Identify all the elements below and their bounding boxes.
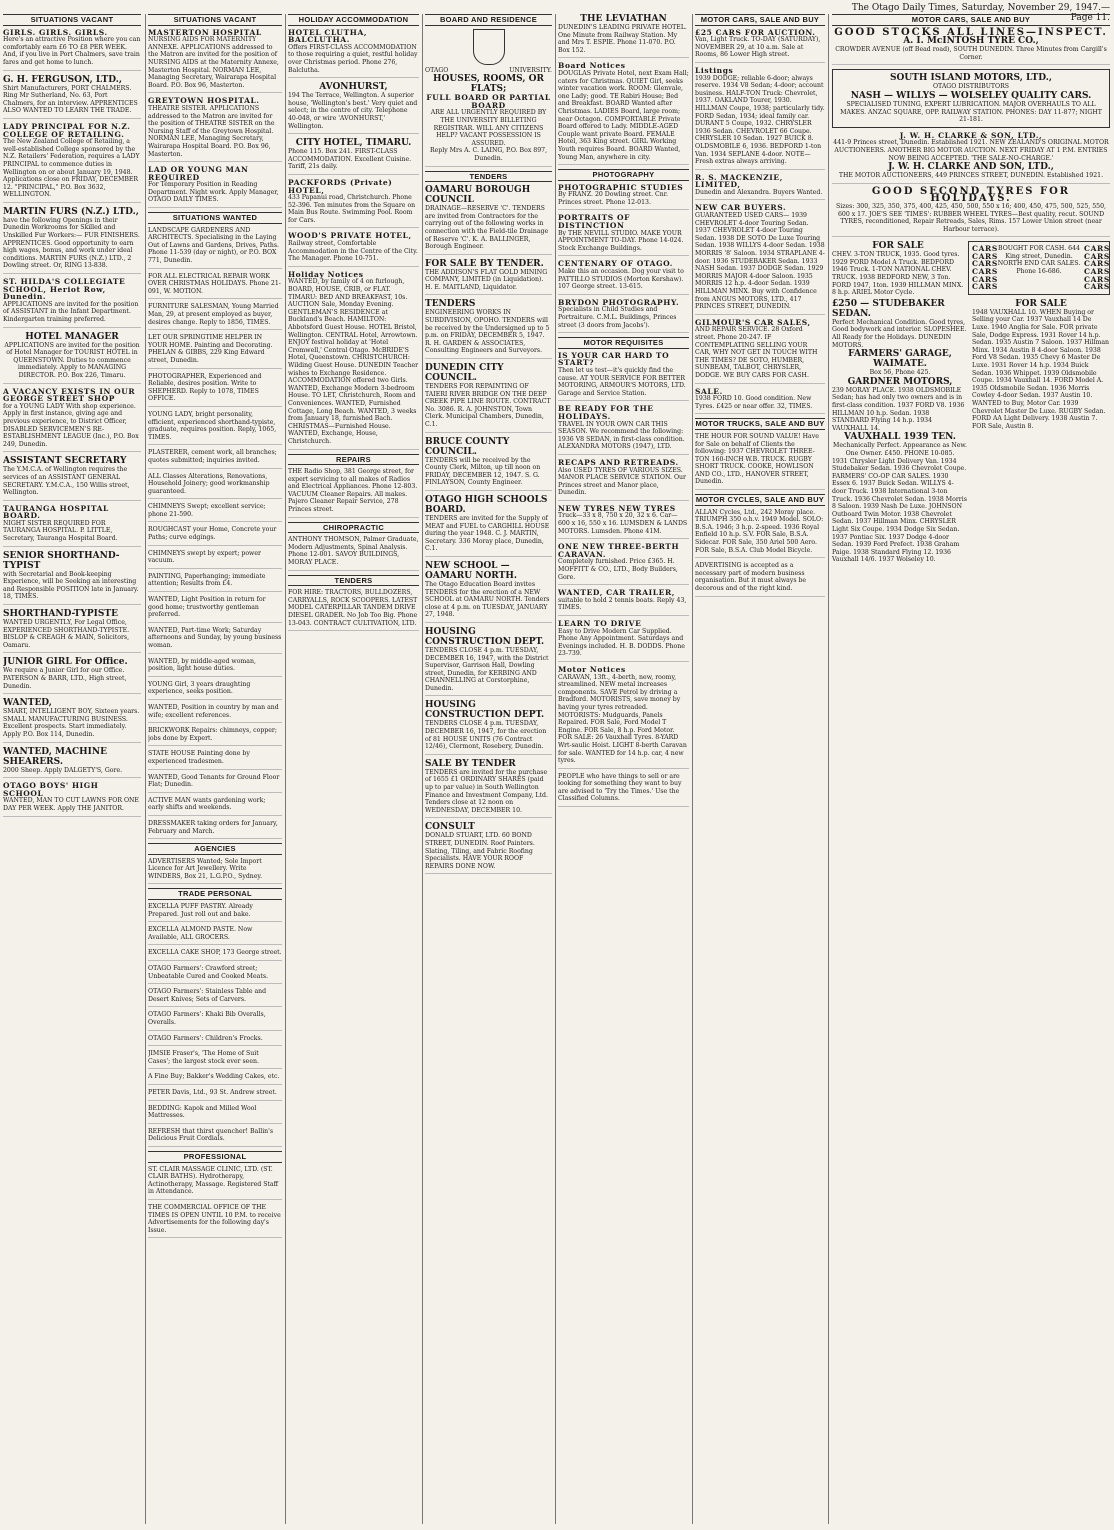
ad-title: FOR SALE BY TENDER.: [425, 258, 544, 269]
advertisement: OTAGO BOYS' HIGH SCHOOL WANTED, MAN TO CUT LAWNS FOR ONE DAY PER WEEK. Apply THE JANITOR.: [3, 782, 141, 816]
ad-title: OAMARU BOROUGH COUNCIL: [425, 185, 531, 206]
section-header: SITUATIONS WANTED: [148, 212, 282, 224]
advertisement: WANTED, by middle-aged woman, position, light house duties.: [148, 658, 282, 677]
ad-title: RECAPS AND RETREADS.: [558, 457, 679, 467]
advertisement: G. H. FERGUSON, LTD., Shirt Manufacturers, PORT CHALMERS. Ring Mr Sutherland, No. 63, Port Chalmers, for an interview. APPRENTICES ALSO WANTED TO LEARN THE TRADE.: [3, 75, 141, 119]
advertisement: THE COMMERCIAL OFFICE OF THE TIMES IS OPEN UNTIL 10 P.M. to receive Advertisements for the following day's Issue.: [148, 1204, 282, 1238]
advertisement: [425, 822, 552, 874]
advertisement: [425, 561, 552, 623]
advertisement: MARTIN FURS (N.Z.) LTD., have the following Openings in their Dunedin Workrooms for Skilled and Unskilled Fur Workers:— FUR FINISHERS. APPRENTICES. Good opportunity to earn high wages, bonus, and work under ideal conditions. MARTIN FURS (N.Z.) LTD., 2 Dowling street. Or, RING 13-838.: [3, 207, 141, 274]
ad-title: NEW SCHOOL — OAMARU NORTH.: [425, 560, 517, 581]
ad-title: BRYDON PHOTOGRAPHY.: [558, 297, 680, 307]
tender-list: [425, 185, 552, 874]
advertisement: GIRLS. GIRLS. GIRLS. Here's an attractive Position where you can comfortably earn £6 TO £8 PER WEEK. And, if you live in Port Chalmers, save train fares and get home to lunch.: [3, 29, 141, 71]
advertisement: FOR SALE CHEV. 3-TON TRUCK, 1935. Good tyres. 1929 FORD Model A Truck. BEDFORD 1946 Truck. 1-TON NATIONAL CHEV. TRUCK. 1938 BEDFORD NEW, 3 Ton. FORD 1947, 1ton. 1939 HILLMAN MINX. 8 h.p. ARIEL Motor Cycle.: [832, 241, 964, 297]
advertisement: WANTED, SMART, INTELLIGENT BOY, Sixteen years. SMALL MANUFACTURING BUSINESS. Excellent prospects. Start immediately. Apply P.O. Box 114, Dunedin.: [3, 698, 141, 742]
ad-body: Completely furnished. Price £365. H. MOFFITT & CO., LTD., Body Builders, Gore.: [558, 558, 678, 581]
advertisement: BRICKWORK Repairs: chimneys, copper; jobs done by Expert.: [148, 727, 282, 746]
advertisement: [558, 214, 689, 256]
section-header: PROFESSIONAL: [148, 1151, 282, 1163]
advertisement: OTAGO Farmers': Children's Frocks.: [148, 1035, 282, 1047]
advertisement: YOUNG LADY, bright personality, efficient, experienced shorthand-typiste, graduate, requires position. Reply, 1065, TIMES.: [148, 411, 282, 445]
advertisement: FOR ALL ELECTRICAL REPAIR WORK OVER CHRISTMAS HOLIDAYS. Phone 21-091, W. MOTION.: [148, 273, 282, 300]
advertisement: WANTED, Part-time Work; Saturday afternoons and Sunday, by young business woman.: [148, 627, 282, 654]
advertisement: FOR HIRE: TRACTORS, BULLDOZERS, CARRYALLS, ROCK SCOOPERS. LATEST MODEL CATERPILLAR TANDEM DRIVE DIESEL GRADER. No Job Too Big. Phone 13-043. CONTRACT CULTIVATION, LTD.: [288, 589, 419, 631]
university-advertisement: OTAGO UNIVERSITY. HOUSES, ROOMS, OR FLATS; FULL BOARD OR PARTIAL BOARD ARE ALL URGENTLY REQUIRED BY THE UNIVERSITY BILLETING REGISTRAR. WILL ANY CITIZENS HELP? VACANT POSSESSION IS ASSURED. Reply Mrs A. C. LAING, P.O. Box 897, Dunedin.: [425, 29, 552, 167]
advertisement: TAURANGA HOSPITAL BOARD. NIGHT SISTER REQUIRED FOR TAURANGA HOSPITAL. P. LITTLE, Secretary, Tauranga Hospital Board.: [3, 505, 141, 547]
advertisement: PAINTING, Paperhanging; immediate attention; Results from £4.: [148, 573, 282, 592]
ad-title: ONE NEW THREE-BERTH CARAVAN.: [558, 542, 680, 559]
advertisement: ST. CLAIR MASSAGE CLINIC, LTD. (ST. CLAIR BATHS). Hydrotherapy, Actinotherapy, Massage. Registered Staff in Attendance.: [148, 1166, 282, 1200]
section-header: AGENCIES: [148, 843, 282, 855]
advertisement: EXCELLA CAKE SHOP, 173 George street.: [148, 949, 282, 961]
section-header: HOLIDAY ACCOMMODATION: [288, 14, 419, 26]
advertisement: SOUTH ISLAND MOTORS, LTD., OTAGO DISTRIBUTORS NASH — WILLYS — WOLSELEY QUALITY CARS. SPECIALISED TUNING, EXPERT LUBRICATION. MAJOR OVERHAULS TO ALL MAKES. ANZAC SQUARE, OPP. RAILWAY STATION. PHONES: DAY 11-877; NIGHT 21-181.: [832, 69, 1110, 127]
advertisement: [558, 505, 689, 539]
advertisement: WOOD'S PRIVATE HOTEL, Railway street, Comfortable Accommodation in the Centre of the City. The Manager. Phone 10-751.: [288, 232, 419, 266]
section-header: MOTOR CARS, SALE AND BUY: [695, 14, 825, 26]
ad-body: TENDERS FOR REPAINTING OF TAIERI RIVER BRIDGE ON THE DEEP CREEK PIPE LINE ROUTE. CONTRACT No. 3086. R. A. JOHNSTON, Town Clerk. Municipal Chambers, Dunedin, C.1.: [425, 383, 551, 428]
university-crest-icon: [473, 29, 505, 65]
ad-title: SALE BY TENDER: [425, 758, 516, 769]
ad-title: HOUSING CONSTRUCTION DEPT.: [425, 700, 545, 721]
advertisement-row: [832, 299, 1110, 564]
advertisement: BEDDING: Kapok and Milled Wool Mattresses.: [148, 1105, 282, 1124]
advertisement: ST. HILDA'S COLLEGIATE SCHOOL, Heriot Row, Dunedin. APPLICATIONS are invited for the position of ASSISTANT in the Infant Department. Kindergarten training preferred.: [3, 278, 141, 328]
advertisement: ANTHONY THOMSON, Palmer Graduate, Modern Adjustments, Spinal Analysis. Phone 12-001. SAVOY BUILDINGS, MORAY PLACE.: [288, 536, 419, 570]
advertisement: YOUNG Girl, 3 years draughting experience, seeks position.: [148, 681, 282, 700]
advertisement: PLASTERER, cement work, all branches; quotes submitted; inquiries invited.: [148, 449, 282, 468]
section-header: REPAIRS: [288, 454, 419, 466]
column-board-and-residence: [425, 14, 552, 1524]
column-rule: [828, 14, 829, 1524]
column-situations-vacant-1: [3, 14, 141, 1524]
advertisement: THE Radio Shop, 381 George street, for expert servicing to all makes of Radios and Electrical Appliances. Phone 12-803. VACUUM Cleaner Repairs. All makes. Pajero Cleaner Repair Service, 278 Princes street.: [288, 468, 419, 518]
ad-body: DRAINAGE—RESERVE 'C'. TENDERS are invited from Contractors for the carrying out of the following works in connection with the Field-tile Drainage of Reserve 'C'. K. A. BALLINGER, Borough Engineer.: [425, 205, 549, 251]
advertisement: CHIMNEYS Swept; excellent service; phone 21-590.: [148, 503, 282, 522]
advertisement: [695, 204, 825, 314]
ad-title: OTAGO HIGH SCHOOLS BOARD.: [425, 494, 548, 515]
advertisement: [558, 459, 689, 501]
advertisement: SHORTHAND-TYPISTE WANTED URGENTLY, For Legal Office, EXPERIENCED SHORTHAND-TYPISTE. BISLOP & CREAGH & MAIN, Solicitors, Oamaru.: [3, 609, 141, 653]
ad-body: DONALD STUART, LTD. 60 BOND STREET, DUNEDIN. Roof Painters. Slating, Tiling, and Fabric Roofing Specialists. HAVE YOUR ROOF REPAIRS DONE NOW.: [425, 832, 535, 870]
ad-title: NEW CAR BUYERS.: [695, 203, 787, 213]
advertisement: STATE HOUSE Painting done by experienced tradesmen.: [148, 750, 282, 769]
section-header: CHIROPRACTIC: [288, 522, 419, 534]
advertisement: ALLAN Cycles, Ltd., 242 Moray place. TRIUMPH 350 o.h.v. 1949 Model. SOLO: B.S.A. 1946; 3 h.p. 2-speed. 1936 Royal Enfield 10 h.p. S.V. FOR Sale, B.S.A. Sidecar. FOR Sale, 350 Ariel 500 Aero. FOR Sale, B.S.A. Club Model Bicycle.: [695, 509, 825, 559]
motor-list: [558, 352, 689, 769]
advertisement: DRESSMAKER taking orders for January, February and March.: [148, 820, 282, 839]
advertisement: THE LEVIATHAN DUNEDIN'S LEADING PRIVATE HOTEL. One Minute from Railway Station. My and Mrs T. ESPIE. Phone 11-070. P.O. Box 152.: [558, 14, 689, 58]
section-header: BOARD AND RESIDENCE: [425, 14, 552, 26]
advertisement: ADVERTISERS Wanted; Sole Import Licence for Art Jewellery. Write WINDERS, Box 21, L.G.P.O., Sydney.: [148, 858, 282, 885]
ad-body: Also USED TYRES OF VARIOUS SIZES. MANOR PLACE SERVICE STATION. Our Princes street and Manor place, Dunedin.: [558, 466, 686, 497]
advertisement: A VACANCY EXISTS IN OUR GEORGE STREET SHOP for a YOUNG LADY With shop experience. Apply in first instance, giving age and previous experience, to District Officer, DISABLED SERVICEMEN'S RE-ESTABLISHMENT LEAGUE (Inc.), P.O. Box 249, Dunedin.: [3, 388, 141, 453]
advertisement: [695, 174, 825, 201]
advertisement: HOTEL CLUTHA, BALCLUTHA. Offers FIRST-CLASS ACCOMMODATION to those requiring a quiet, restful holiday over Christmas period. Phone 276, Balclutha.: [288, 29, 419, 79]
photography-list: [558, 184, 689, 334]
advertisement: PACKFORDS (Private) HOTEL, 433 Papanui road, Christchurch. Phone 52-396. Ten minutes from the Square on Main Bus Route. Swimming Pool. Room for Cars.: [288, 179, 419, 229]
advertisement: Board Notices DOUGLAS Private Hotel, next Exam Hall; caters for Christmas. QUIET Girl, seeks winter vacation work. ROOM: Glenvale, one Lady; good. TE Rabiri House; Bed and Breakfast. BOARD Wanted after Christmas. LADIES Board, large room; near Octagon. COMFORTABLE Private Board offered to Lady. MIDDLE-AGED Couple want private Board. FEMALE Hotel, 363 King street. GIRL Working Youth requires Board. BOARD Wanted, Young Man, anywhere in city.: [558, 62, 689, 165]
section-header: MOTOR CARS, SALE AND BUY: [832, 14, 1110, 26]
ad-body: TRAVEL IN YOUR OWN CAR THIS SEASON. We recommend the following: 1936 V8 SEDAN, in first-class condition. ALEXANDRA MOTORS (1947), LTD.: [558, 420, 685, 451]
motor-car-list: [695, 29, 825, 415]
advertisement: GREYTOWN HOSPITAL. THEATRE SISTER. APPLICATIONS addressed to the Matron are invited for the position of THEATRE SISTER on the Nursing Staff of the Greytown Hospital. NORMAN LEE, Managing Secretary, Wairarapa Hospital Board. P.O. Box 96, Masterton.: [148, 97, 282, 162]
ad-body: Specialists in Child Studies and Portraiture. C.M.L. Buildings, Princes street (3 doors from Jacobs').: [558, 306, 677, 329]
advertisement: [558, 299, 689, 333]
advertisement: REFRESH that thirst quencher! Ballin's Delicious Fruit Cordials.: [148, 1128, 282, 1147]
advertisement: GOOD STOCKS ALL LINES—INSPECT. A. I. McINTOSH TYRE CO., CROWDER AVENUE (off Bead road), SOUTH DUNEDIN. Three Minutes from Cargill's Corner.: [832, 29, 1110, 66]
section-header: TRADE PERSONAL: [148, 888, 282, 900]
column-motor-cars: [695, 14, 825, 1524]
ad-title: HOUSING CONSTRUCTION DEPT.: [425, 626, 545, 647]
advertisement: LAD OR YOUNG MAN REQUIRED For Temporary Position in Reading Department. Night work. Apply Manager, OTAGO DAILY TIMES.: [148, 166, 282, 208]
advertisement: [425, 495, 552, 557]
section-header: TENDERS: [288, 575, 419, 587]
ad-body: 1939 DODGE; reliable 6-door; always reserve. 1934 V8 Sedan; 4-door; account business. HALF-TON Truck: Chevrolet, 1937. OAKLAND Tourer, 1930. HILLMAN Coupe, 1938; particularly tidy. FORD Sedan, 1934; ideal family car. DURANT 5 Coupe, 1932. CHRYSLER 1936 Sedan. CHEVROLET 66 Coupe. CHRYSLER 10 Sedan. 1927 BUICK 8. OLDSMOBILE 6, 1936. BEDFORD 1-ton Van. 1934 SEPLANE 4-door. NOTE—Fresh extras always arriving.: [695, 74, 825, 166]
column-holiday-accommodation: [288, 14, 419, 1524]
ad-body: THE ADDISON'S FLAT GOLD MINING COMPANY, LIMITED (in Liquidation). H. E. MAITLAND, Liquidator.: [425, 268, 548, 291]
ad-body: The Otago Education Board invites TENDERS for the erection of a NEW SCHOOL at OAMARU NORTH. Tenders close at 4 p.m. on TUESDAY, JANUARY 27, 1948.: [425, 580, 550, 619]
ad-body: Then let us test—it's quickly find the cause. AT YOUR SERVICE FOR BETTER MOTORING, ARMOUR'S MOTORS, LTD. Garage and Service Station.: [558, 366, 686, 397]
section-header: MOTOR CYCLES, SALE AND BUY: [695, 495, 825, 505]
advertisement: [425, 259, 552, 296]
advertisement: [558, 666, 689, 769]
advertisement: OTAGO Farmers': Khaki Bib Overalls, Overalls.: [148, 1011, 282, 1030]
ad-title: CONSULT: [425, 822, 475, 833]
advertisement: LADY PRINCIPAL FOR N.Z. COLLEGE OF RETAILING. The New Zealand College of Retailing, a well-established College sponsored by the N.Z. Retailers' Federation, requires a LADY PRINCIPAL to commence duties in Wellington on or about January 19, 1948. Applications close on FRIDAY, DECEMBER 12. "PRINCIPAL," P.O. Box 3632, WELLINGTON.: [3, 123, 141, 203]
ad-body: AND REPAIR SERVICE. 28 Oxford street. Phone 20-247. IF CONTEMPLATING SELLING YOUR CAR, WHY NOT GET IN TOUCH WITH THE TIMES? DE SOTO, HUMBER, SUNBEAM, TALBOT, CHRYSLER, DODGE. WE BUY CARS FOR CASH.: [695, 326, 818, 379]
column-rule: [285, 14, 286, 1524]
advertisement: [425, 185, 552, 255]
ad-title: WANTED, CAR TRAILER,: [558, 588, 675, 598]
ad-title: BRUCE COUNTY COUNCIL.: [425, 436, 510, 457]
advertisement: FURNITURE SALESMAN, Young Married Man, 29, at present employed as buyer, desires change. Reply to 1856, TIMES.: [148, 303, 282, 330]
advertisement: [695, 29, 825, 63]
ad-title: PHOTOGRAPHIC STUDIES: [558, 182, 684, 192]
ad-body: TENDERS are invited for the purchase of 1655 £1 ORDINARY SHARES (paid up to par value) in South Wellington Finance and Investment Company, Ltd. Tenders close at 12 noon on WEDNESDAY, DECEMBER 10.: [425, 768, 548, 814]
ad-body: Make this an occasion. Dog your visit to PATTILLO STUDIOS (Morton Kershaw). 107 George street. 13-615.: [558, 268, 684, 291]
ad-body: TENDERS will be received by the County Clerk, Milton, up till noon on FRIDAY, DECEMBER 12, 1947. S. G. FINLAYSON, County Engineer.: [425, 456, 541, 487]
masthead: The Otago Daily Times, Saturday, November 29, 1947.—Page 11.: [851, 3, 1110, 23]
ad-title: LEARN TO DRIVE: [558, 619, 642, 628]
advertisement-row: [832, 241, 1110, 299]
ad-body: By FRANZ. 20 Dowling street. Cnr. Princes street. Phone 12-013.: [558, 191, 668, 206]
ad-title: PORTRAITS OF DISTINCTION: [558, 213, 631, 231]
advertisement: [558, 352, 689, 402]
column-situations-vacant-2: [148, 14, 282, 1524]
advertisement: ROUGHCAST your Home, Concrete your Paths; curve edgings.: [148, 526, 282, 545]
ad-body: Truck—33 x 8, 750 x 20, 32 x 6. Car—600 x 16, 550 x 16. LUMSDEN & LANDS MOTORS. Lumsden. Phone 41M.: [558, 512, 688, 535]
ad-body: TENDERS are invited for the Supply of MEAT and FUEL to CARGHILL HOUSE during the year 1948. C. J. MARTIN, Secretary. 336 Moray place, Dunedin, C.1.: [425, 514, 550, 553]
advertisement: WANTED, Light Position in return for good home; trustworthy gentleman preferred.: [148, 596, 282, 623]
ad-title: SALE.: [695, 386, 723, 396]
column-photography-motor: [558, 14, 689, 1524]
ad-body: By THE NEVILL STUDIO. MAKE YOUR APPOINTMENT TO-DAY. Phone 14-024. Stock Exchange Buildings.: [558, 229, 684, 252]
advertisement: [425, 759, 552, 819]
ad-title: TENDERS: [425, 299, 476, 310]
advertisement: [695, 67, 825, 170]
advertisement: LET OUR SPRINGTIME HELPER IN YOUR HOME. Painting and Decorating. PHELAN & GIBBS, 229 King Edward street, Dunedin.: [148, 334, 282, 368]
advertisement: [695, 388, 825, 415]
section-header: SITUATIONS VACANT: [3, 14, 141, 26]
advertisement: £250 — STUDEBAKER SEDAN. Perfect Mechanical Condition. Good tyres, Good bodywork and interior. SLOPESHEE. All Ready for the Holidays. DUNEDIN MOTORS. FARMERS' GARAGE, WAIMATE. Box 56, Phone 425. GARDNER MOTORS, 239 MORAY PLACE. 1938 OLDSMOBILE Sedan; has had only two owners and is in first-class condition. 1937 FORD V8. 1936 HILLMAN 10 h.p. Sedan. 1938 STANDARD Flying 14 h.p. 1934 VAUXHALL 14. VAUXHALL 1939 TEN. Mechanically Perfect. Appearance as New. One Owner. £450. PHONE 10-085. 1931 Chrysler Light Delivery Van. 1934 Studebaker Sedan. 1936 Chevrolet Coupe. FARMERS' CO-OP CAR SALES. 1930 Essex 6. 1937 Buick Sedan. WILLYS 4-door Truck. 1938 International 3-ton Truck. 1936 Chevrolet Sedan. 1938 Morris 8 Saloon. 1939 Nash De Luxe. JOHNSON Outboard Twin Motor. 1938 Chevrolet Sedan. 1937 Hillman Minx. CHRYSLER Light Six Coupe. 1934 Dodge Six Sedan. 1937 Pontiac Six. 1937 Dodge 4-door Sedan. 1939 Ford Prefect. 1938 Graham Paige. 1938 Standard Flying 12. 1936 Vauxhall 14/6. 1937 Wolseley 10.: [832, 298, 967, 564]
advertisement: A Fine Buy; Bakker's Wedding Cakes, etc.: [148, 1073, 282, 1085]
ad-title: £25 CARS FOR AUCTION.: [695, 27, 816, 37]
column-motor-cars-wide: [832, 14, 1110, 1524]
section-header: MOTOR TRUCKS, SALE AND BUY: [695, 419, 825, 429]
advertisement: OTAGO Farmers': Crawford street; Unbeatable Cured and Cooked Meats.: [148, 965, 282, 984]
section-header: PHOTOGRAPHY: [558, 169, 689, 181]
advertisement: HOTEL MANAGER APPLICATIONS are invited for the position of Hotel Manager for TOURIST HOTEL in QUEENSTOWN. Duties to commence immediately. Apply to MANAGING DIRECTOR. P.O. Box 226, Timaru.: [3, 332, 141, 384]
advertisement: EXCELLA ALMOND PASTE. Now Available, ALL GROCERS.: [148, 926, 282, 945]
classified-list: [148, 227, 282, 839]
advertisement: WANTED, Position in country by man and wife; excellent references.: [148, 704, 282, 723]
ad-title: DUNEDIN CITY COUNCIL.: [425, 363, 504, 384]
ad-body: TENDERS CLOSE 4 p.m. TUESDAY, DECEMBER 16, 1947, for the erection of 81 HOUSE UNITS (76 Contract 12/46), Clermont, Rosebery, Dunedin.: [425, 720, 547, 751]
advertisement: MASTERTON HOSPITAL NURSING AIDS FOR MATERNITY ANNEXE. APPLICATIONS addressed to the Matron are invited for the position of NURSING AIDS at the Maternity Annexe, Masterton Hospital. NORMAN LEE, Managing Secretary, Wairarapa Hospital Board. P.O. Box 96, Masterton.: [148, 29, 282, 94]
advertisement: [558, 589, 689, 616]
section-header: TENDERS: [425, 171, 552, 183]
ad-body: ENGINEERING WORKS IN SUBDIVISION, OPOHO. TENDERS will be received by the Undersigned up to 5 p.m. on FRIDAY, DECEMBER 5, 1947. R. H. GARDEN & ASSOCIATES, Consulting Engineers and Surveyors.: [425, 309, 550, 355]
ad-title: R. S. MACKENZIE, LIMITED,: [695, 172, 783, 190]
column-rule: [145, 14, 146, 1524]
advertisement: Holiday Notices WANTED, by family of 4 on furlough, BOARD, HOUSE, CRIB, or FLAT. TIMARU: BED AND BREAKFAST, 10s. AUCTION Sale, Monday Evening. GENTLEMAN'S RESIDENCE at Buckland's Beach. HAMILTON: Abbotsford Guest House. HOTEL Bristol, Wellington. CENTRAL Hotel, Arrowtown. ENJOY festival holiday at 'Hotel Cromwell,' Central Otago. McBRIDE'S Hotel, Queenstown. CHRISTCHURCH: Wilding Guest House. DUNEDIN Teacher wishes to Exchange Residence. ACCOMMODATION offered two Girls. WANTED, Exchange Modern 3-bedroom House. TO LET, Christchurch, Room and Conveniences. WANTED, Furnished Cottage, Long Beach. WANTED, 3 weeks from January 18, furnished Bach. CHRISTMAS—Furnished House. WANTED, Exchange, House, Christchurch.: [288, 271, 419, 450]
advertisement: PHOTOGRAPHER, Experienced and Reliable, desires position. Write to SHEPHERD. Reply to 1078, TIMES OFFICE.: [148, 373, 282, 407]
ad-body: TENDERS CLOSE 4 p.m. TUESDAY, DECEMBER 16, 1947, with the District Supervisor, Garrison Hall, Dowling street, Dunedin, for KERBING AND CHANNELLING at Corstorphine, Dunedin.: [425, 646, 549, 692]
advertisement: GOOD SECOND TYRES FOR HOLIDAYS. Sizes: 300, 325, 350, 375, 400, 425, 450, 500, 550 x 16; 400, 450, 475, 500, 525, 550, 600 x 17. JOE'S SEE 'TIMES': RUBBER WHEEL TYRES—Best quality, recut. SOUND TYRES, reconditioned, Repair Retreads, Sales, Rims. 157 Lower Union street (near Harbour terrace).: [832, 188, 1110, 238]
ad-title: GILMOUR'S CAR SALES,: [695, 317, 811, 327]
advertisement: [425, 700, 552, 754]
advertisement: WANTED, Good Tenants for Ground Floor Flat; Dunedin.: [148, 774, 282, 793]
ad-title: BE READY FOR THE HOLIDAYS.: [558, 404, 654, 421]
advertisement: ACTIVE MAN wants gardening work; early shifts and weekends.: [148, 797, 282, 816]
section-header: SITUATIONS VACANT: [148, 14, 282, 26]
advertisement: [558, 184, 689, 211]
advertisement: EXCELLA PUFF PASTRY. Already Prepared. Just roll out and bake.: [148, 903, 282, 922]
ad-body: Van, Light Truck. TO-DAY (SATURDAY), NOVEMBER 29, at 10 a.m. Sale at Rooms, 86 Lower High street.: [695, 36, 821, 59]
advertisement: JUNIOR GIRL For Office. We require a Junior Girl for our Office. PATERSON & BARR, LTD., High street, Dunedin.: [3, 657, 141, 694]
advertisement: ADVERTISING is accepted as a necessary part of modern business organisation. But it must always be decorous and of the right kind.: [695, 562, 825, 596]
advertisement: [425, 299, 552, 359]
advertisement: [558, 405, 689, 455]
column-rule: [555, 14, 556, 1524]
advertisement: PETER Davis, Ltd., 93 St. Andrew street.: [148, 1089, 282, 1101]
ad-body: suitable to hold 2 tennis boats. Reply 43, TIMES.: [558, 596, 687, 612]
section-header: MOTOR REQUISITES: [558, 337, 689, 349]
advertisement: OTAGO Farmers': Stainless Table and Desert Knives; Sets of Carvers.: [148, 988, 282, 1007]
classified-list: [148, 903, 282, 1147]
advertisement: SENIOR SHORTHAND-TYPIST with Secretarial and Book-keeping Experience, will be Seeking an interesting and Responsible POSITION late in January. 18, TIMES.: [3, 551, 141, 605]
advertisement: [695, 319, 825, 384]
advertisement: AVONHURST, 194 The Terrace, Wellington. A superior house, 'Wellington's best.' Very quiet and select; in the centre of city. Telephone 40-048, or wire 'AVONHURST,' Wellington.: [288, 82, 419, 134]
advertisement: ALL Classes Alterations, Renovations, Household Joinery; good workmanship guaranteed.: [148, 473, 282, 500]
advertisement: LANDSCAPE GARDENERS AND ARCHITECTS. Specialising in the Laying Out of Lawns and Gardens, Drives, Paths. Phone 11-539 (day or night), or P.O. BOX 771, Dunedin.: [148, 227, 282, 269]
advertisement: FOR SALE 1948 VAUXHALL 10. WHEN Buying or Selling your Car. 1937 Vauxhall 14 De Luxe. 1940 Anglia for Sale. FOR private Sale, Dodge Express. 1931 Rover 14 h.p. Sedan. 1935 Austin 7 Saloon. 1937 Hillman Minx. 1934 Austin 8 4-door Saloon. 1938 Ford V8 Sedan. 1935 Chevy 6 Master De Luxe. 1931 Rover 14 h.p. 1934 Buick Sedan. 1936 Whippet. 1939 Oldsmobile Coupe. 1934 Vauxhall 14. FORD Model A. 1935 Oldsmobile Sedan. 1936 Morris Cowley 4-door Sedan. 1937 Austin 10. WANTED to Buy, Motor Car. 1939 Chevrolet Master De Luxe. RUGBY Sedan. FORD AA Light Delivery. 1938 Austin 7. FOR Sale, Austin 8.: [972, 298, 1109, 430]
advertisement: WANTED, MACHINE SHEARERS. 2000 Sheep. Apply DALGETY'S, Gore.: [3, 747, 141, 779]
advertisement: CITY HOTEL, TIMARU. Phone 115. Box 241. FIRST-CLASS ACCOMMODATION. Excellent Cuisine. Tariff, 21s daily.: [288, 138, 419, 175]
advertisement: [558, 260, 689, 294]
column-rule: [422, 14, 423, 1524]
ad-title: Motor Notices: [558, 664, 626, 674]
ad-body: 1938 FORD 10. Good condition. New Tyres. £425 or near offer. 32, TIMES.: [695, 395, 813, 410]
ad-body: CARAVAN, 13ft., 4-berth, new, roomy, streamlined. NEW metal increases components. SAVE Petrol by driving a Bradford. MOTORISTS, save money by having your tyres retreaded. MOTORISTS: Mudguards, Panels Repaired. FOR Sale, Ford Model T Engine. FOR Sale, 8 h.p. Ford Motor. FOR SALE: 26 Vauxhall Tyres. 8-YARD Wrt-saulic Hoist. LIGHT 8-berth Caravan for sale. WANTED for 14 h.p. car, 4 new tyres.: [558, 673, 687, 765]
advertisement: [425, 437, 552, 491]
advertisement: CHIMNEYS swept by expert; power vacuum.: [148, 550, 282, 569]
advertisement: [558, 543, 689, 585]
column-rule: [692, 14, 693, 1524]
ad-title: IS YOUR CAR HARD TO START?: [558, 350, 670, 368]
ad-title: Listings: [695, 65, 734, 75]
advertisement: J. W. H. CLARKE & SON, LTD., 441-9 Princes street, Dunedin. Established 1921. NEW ZEALAND'S ORIGINAL MOTOR AUCTIONEERS. ANOTHER BIG MOTOR AUCTION. NEXT FRIDAY AT 1 P.M. ENTRIES NOW BEING ACCEPTED. 'THE SALE-NO-CHARGE.' J. W. H. CLARKE AND SON, LTD., THE MOTOR AUCTIONEERS, 449 PRINCES STREET, DUNEDIN. Established 1921.: [832, 132, 1110, 184]
advertisement: JIMSIE Fraser's, 'The Home of Suit Cases'; the largest stock ever seen.: [148, 1050, 282, 1069]
cars-advertisement: CARS CARS CARS CARS CARS CARS BOUGHT FOR CASH. 644 King street, Dunedin. NORTH END CAR SALES. Phone 16-686. CARS CARS CARS CARS CARS CARS: [968, 241, 1110, 295]
advertisement: [425, 627, 552, 697]
advertisement: ASSISTANT SECRETARY The Y.M.C.A. of Wellington requires the services of an ASSISTANT GENERAL SECRETARY. Y.M.C.A., 150 Willis street, Wellington.: [3, 456, 141, 500]
ad-body: Easy to Drive Modern Car Supplied. Phone Any Appointment. Saturdays and Evenings included. H. B. DODDS. Phone 23-739.: [558, 627, 685, 658]
ad-body: Dunedin and Alexandra. Buyers Wanted.: [695, 188, 823, 196]
advertisement: [558, 620, 689, 662]
advertisement: PEOPLE who have things to sell or are looking for something they want to buy are advised to 'Try the Times.' Use the Classified Columns.: [558, 773, 689, 807]
advertisement: [425, 363, 552, 433]
ad-body: GUARANTEED USED CARS— 1939 CHEVROLET 4-door Touring Sedan. 1937 CHEVROLET 4-door Touring Sedan. 1938 DE SOTO De Luxe Touring Sedan. 1938 WILLYS 4-door Sedan. 1938 MORRIS '8' Saloon. 1934 STRAPLANE 4-door. 1936 STUDEBAKER Sedan. 1933 NASH Sedan. 1937 DODGE Sedan. 1929 MORRIS MAJOR 4-door Saloon. 1935 MORRIS 12 h.p. 4-door Sedan. 1939 HILLMAN MINX. Buy with Confidence from ANGUS MOTORS, LTD., 417 PRINCES STREET, DUNEDIN.: [695, 212, 825, 311]
ad-title: CENTENARY OF OTAGO.: [558, 259, 673, 269]
ad-title: NEW TYRES NEW TYRES: [558, 503, 676, 513]
advertisement: THE HOUR FOR SOUND VALUE! Have for Sale on behalf of Clients the following: 1937 CHEVROLET THREE-TON 160-INCH W.B. TRUCK. RUGBY SHORT TRUCK. COOKE, HOWLISON AND CO., LTD., HANOVER STREET, Dunedin.: [695, 433, 825, 490]
